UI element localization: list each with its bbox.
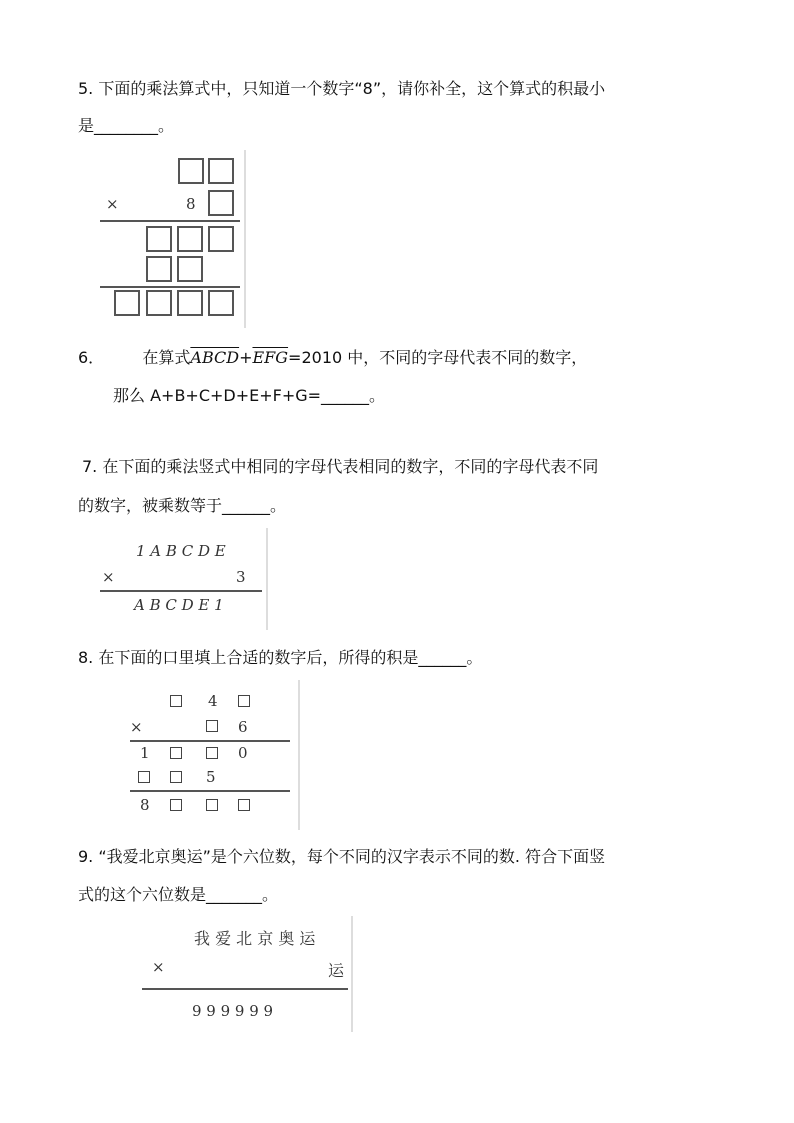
q9-multiplier: 运 (328, 961, 345, 980)
digit-box (208, 290, 234, 316)
q8-multiplication-figure (126, 680, 302, 830)
scan-edge (351, 916, 353, 1032)
q5-multiplication-figure (84, 150, 254, 328)
blank-box (138, 771, 150, 783)
blank-box (170, 799, 182, 811)
times-sign: × (102, 568, 115, 586)
rule-line (100, 590, 262, 592)
rule-line (100, 286, 240, 288)
digit-0: 0 (238, 744, 248, 762)
digit-box (177, 256, 203, 282)
times-sign: × (130, 718, 143, 736)
blank-box (170, 695, 182, 707)
known-digit-8: 8 (186, 195, 196, 213)
digit-box (146, 226, 172, 252)
digit-box (177, 226, 203, 252)
digit-8: 8 (140, 796, 150, 814)
q9-product: 9 9 9 9 9 9 (192, 1002, 274, 1020)
digit-1: 1 (140, 744, 150, 762)
q7-text-line2: 的数字，被乘数等于______。 (78, 496, 287, 515)
digit-box (146, 290, 172, 316)
blank-box (206, 799, 218, 811)
q5-text-line1: 5. 下面的乘法算式中，只知道一个数字“8”，请你补全，这个算式的积最小 (78, 79, 606, 98)
rule-line (100, 220, 240, 222)
digit-box (146, 256, 172, 282)
digit-box (208, 158, 234, 184)
scan-edge (244, 150, 246, 328)
q9-text-line2: 式的这个六位数是_______。 (78, 885, 279, 904)
q6-post: =2010 中，不同的字母代表不同的数字， (288, 348, 588, 367)
blank-box (170, 747, 182, 759)
q6-efg: $\overline{EFG}$ (252, 348, 289, 367)
rule-line (130, 740, 290, 742)
blank-box (206, 720, 218, 732)
scan-edge (266, 528, 268, 630)
q6-text-line1 (78, 348, 587, 368)
q6-abcd: ABCD (190, 348, 240, 367)
q6-text-line2: 那么 A+B+C+D+E+F+G=______。 (113, 386, 386, 405)
q9-multiplicand: 我 爱 北 京 奥 运 (194, 929, 316, 948)
digit-box (177, 290, 203, 316)
digit-box (178, 158, 204, 184)
scan-edge (298, 680, 300, 830)
q9-text-line1: 9. “我爱北京奥运”是个六位数，每个不同的汉字表示不同的数. 符合下面竖 (78, 847, 606, 866)
blank-box (170, 771, 182, 783)
times-sign: × (106, 195, 119, 213)
blank-box (238, 695, 250, 707)
q8-text-line1: 8. 在下面的口里填上合适的数字后，所得的积是______。 (78, 648, 483, 667)
q9-multiplication-figure (140, 916, 356, 1032)
q7-product: A B C D E 1 (134, 596, 224, 614)
rule-line (142, 988, 348, 990)
digit-box (114, 290, 140, 316)
blank-box (238, 799, 250, 811)
digit-4: 4 (208, 692, 218, 710)
digit-5: 5 (206, 768, 216, 786)
digit-6: 6 (238, 718, 248, 736)
q7-multiplier: 3 (236, 568, 246, 586)
q6-number: 6． (78, 348, 105, 367)
q7-text-line1: 7. 在下面的乘法竖式中相同的字母代表相同的数字，不同的字母代表不同 (82, 457, 599, 476)
times-sign: × (152, 958, 165, 976)
digit-box (208, 190, 234, 216)
q5-text-line2: 是________。 (78, 116, 175, 135)
blank-box (206, 747, 218, 759)
q7-multiplication-figure (96, 528, 276, 630)
q7-multiplicand: 1 A B C D E (136, 542, 226, 560)
q6-pre: 在算式 (142, 348, 191, 367)
digit-box (208, 226, 234, 252)
q6-plus: + (239, 348, 253, 367)
rule-line (130, 790, 290, 792)
